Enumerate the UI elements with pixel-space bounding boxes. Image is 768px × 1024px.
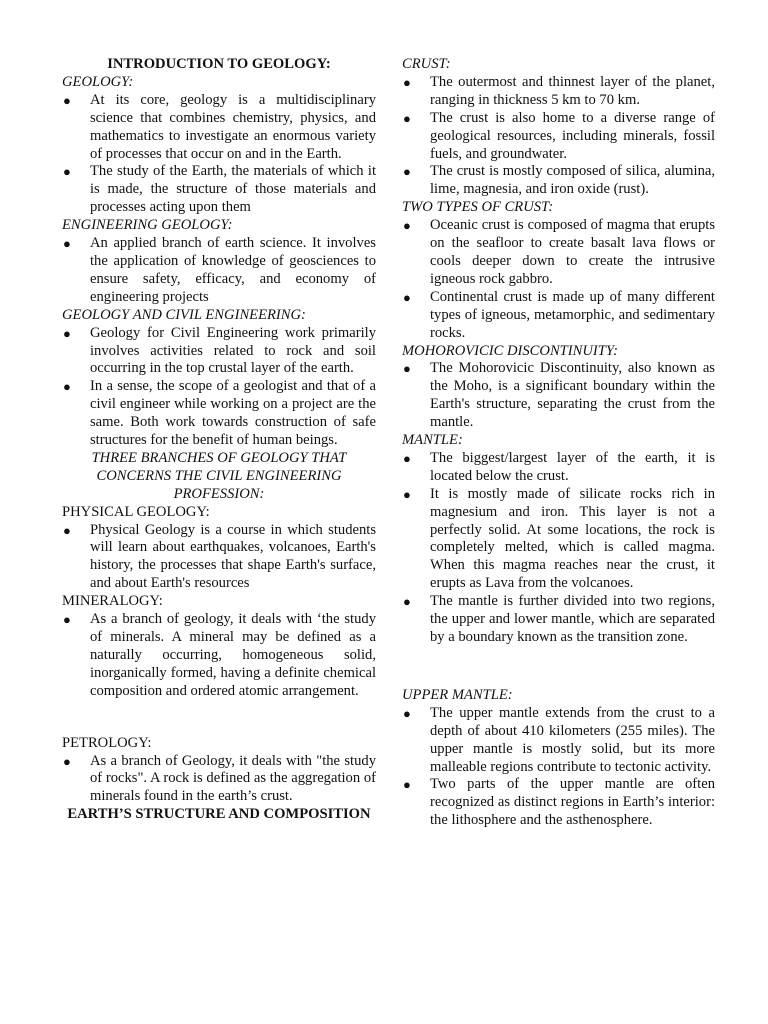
list-item: ● The outermost and thinnest layer of the planet, ranging in thickness 5 km to 70 km. (403, 73, 715, 108)
civil-list (62, 325, 376, 450)
bullet-icon: ● (403, 218, 411, 234)
intro-title: INTRODUCTION TO GEOLOGY: (107, 56, 331, 72)
list-item: ● As a branch of Geology, it deals with "the study of rocks". A rock is defined as the aggregation of minerals found in the earth’s crust. (63, 752, 376, 805)
bullet-icon: ● (63, 522, 71, 538)
mantle-list (402, 450, 715, 647)
bullet-icon: ● (403, 361, 411, 377)
crust-types-list (402, 217, 715, 342)
crust-list (402, 74, 715, 199)
bullet-icon: ● (403, 110, 411, 126)
physical-geology-heading: PHYSICAL GEOLOGY: (62, 503, 210, 520)
mineralogy-heading: MINERALOGY: (62, 593, 163, 610)
list-item: ● Continental crust is made up of many different types of igneous, metamorphic, and sedimentary rocks. (403, 288, 715, 341)
bullet-icon: ● (403, 289, 411, 305)
bullet-icon: ● (63, 612, 71, 628)
bullet-icon: ● (403, 777, 411, 793)
list-item: ● Physical Geology is a course in which students will learn about earthquakes, volcanoes, Earth's history, the processes that shape Earth's surface, and about Earth's resources (63, 521, 376, 592)
three-branches-heading: THREE BRANCHES OF GEOLOGY THAT CONCERNS THE CIVIL ENGINEERING PROFESSION: (91, 449, 347, 502)
bullet-icon: ● (63, 753, 71, 769)
moho-heading: MOHOROVICIC DISCONTINUITY: (402, 342, 618, 359)
mantle-heading: MANTLE: (402, 432, 463, 449)
list-item: ● Two parts of the upper mantle are often recognized as distinct regions in Earth’s interior: the lithosphere and the asthenosphere. (403, 776, 715, 829)
list-item: ● Geology for Civil Engineering work primarily involves activities related to rock and soil occurring in the top crustal layer of the earth. (63, 324, 376, 377)
list-item: ● The crust is mostly composed of silica, alumina, lime, magnesia, and iron oxide (rust). (403, 163, 715, 198)
bullet-icon: ● (63, 164, 71, 180)
petrology-heading: PETROLOGY: (62, 734, 152, 751)
bullet-icon: ● (63, 379, 71, 395)
list-item: ● At its core, geology is a multidisciplinary science that combines chemistry, physics, and mathematics to investigate an enormous variety of processes that occur on and in the Earth. (63, 91, 376, 162)
list-item: ● In a sense, the scope of a geologist and that of a civil engineer while working on a project are the same. Both work towards construction of safe structures for the benefit of human beings. (63, 378, 376, 449)
list-item: ● An applied branch of earth science. It involves the application of knowledge of geosciences to ensure safety, efficacy, and economy of engineering projects (63, 235, 376, 305)
earth-structure-heading: EARTH’S STRUCTURE AND COMPOSITION (67, 806, 371, 823)
list-item: ● The study of the Earth, the materials of which it is made, the structure of those materials and processes acting upon them (63, 163, 376, 216)
engineering-geology-list (62, 235, 376, 307)
geology-heading: GEOLOGY: (62, 73, 134, 90)
bullet-icon: ● (403, 705, 411, 721)
right-column (402, 56, 715, 830)
geology-civil-engineering-heading: GEOLOGY AND CIVIL ENGINEERING: (62, 306, 306, 323)
geology-list (62, 92, 376, 217)
crust-heading: CRUST: (402, 56, 451, 72)
list-item: ● The upper mantle extends from the crust to a depth of about 410 kilometers (255 miles). The upper mantle is mostly solid, but its more malleable regions contribute to tectonic activity. (403, 704, 715, 775)
bullet-icon: ● (403, 486, 411, 502)
list-item: ● The biggest/largest layer of the earth, it is located below the crust. (403, 449, 715, 484)
list-item: ● As a branch of geology, it deals with ‘the study of minerals. A mineral may be defined as a naturally occurring, homogeneous solid, inorganically formed, having a definite chemical composition and ordered atomic arrangement. (63, 611, 376, 699)
upper-mantle-list (402, 705, 715, 830)
bullet-icon: ● (403, 450, 411, 466)
moho-list (402, 360, 715, 432)
physical-geology-list (62, 522, 376, 594)
two-types-crust-heading: TWO TYPES OF CRUST: (402, 199, 554, 216)
bullet-icon: ● (63, 325, 71, 341)
list-item: ● The Mohorovicic Discontinuity, also known as the Moho, is a significant boundary within the Earth's structure, separating the crust from the mantle. (403, 360, 715, 431)
list-item: ● It is mostly made of silicate rocks rich in magnesium and iron. This layer is not a perfectly solid. At some locations, the rock is completely melted, which is called magma. When this magma reaches near the crust, it erupts as Lava from the volcanoes. (403, 485, 715, 592)
spacer (402, 647, 715, 687)
bullet-icon: ● (63, 92, 71, 108)
list-item: ● The mantle is further divided into two regions, the upper and lower mantle, which are separated by a boundary known as the transition zone. (403, 593, 715, 645)
engineering-geology-heading: ENGINEERING GEOLOGY: (62, 217, 233, 234)
list-item: ● The crust is also home to a diverse range of geological resources, including minerals, fossil fuels, and groundwater. (403, 109, 715, 162)
upper-mantle-heading: UPPER MANTLE: (402, 686, 513, 703)
bullet-icon: ● (403, 594, 411, 610)
bullet-icon: ● (63, 236, 71, 252)
petrology-list (62, 753, 376, 807)
bullet-icon: ● (403, 74, 411, 90)
mineralogy-list (62, 611, 376, 701)
bullet-icon: ● (403, 164, 411, 180)
list-item: ● Oceanic crust is composed of magma that erupts on the seafloor to create basalt lava flows or cools deeper down to create the intrusive igneous rock gabbro. (403, 217, 715, 287)
spacer (62, 701, 376, 735)
left-column (62, 56, 376, 824)
